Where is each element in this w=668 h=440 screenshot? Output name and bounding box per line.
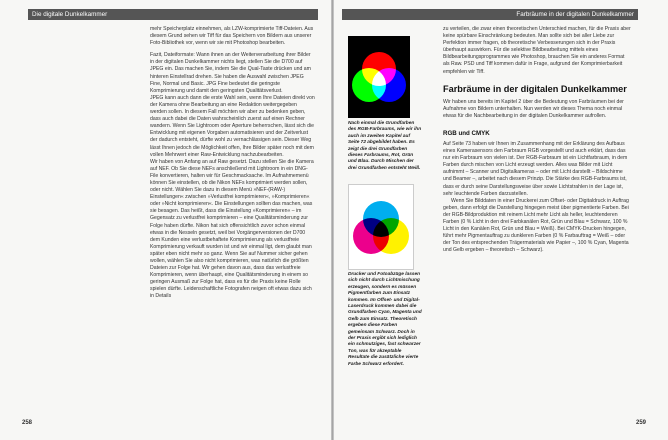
left-text-column [150,26,315,301]
left-paragraph-4: Wir haben von Anfang an auf Raw gesetzt. Dazu stellen Sie die Kamera auf NEF. Ob Sie diese NEFs anschließend mit Lightroom in ein DNG-File konvertieren, halten wir für Geschmacksache. Im Aufnahmemenü können Sie einstellen, ob die Nikon NEFs komprimiert werden sollen, oder nicht. Wählen Sie dazu in diesem Menü »NEF-(RAW-) Einstellungen« zwischen »Verlustfrei komprimieren«, »Komprimieren« oder »Nicht komprimieren«. Die Einstellungen sollten das machen, was sie besagen. Das heißt, dass die Einstellung »Komprimieren« – im Gegensatz zu verlustfrei komprimieren – eine Qualitätsminderung zur Folge haben dürfte. Nikon hat sich offensichtlich zuvor schon einmal etwas in die Nesseln gesetzt, weil bei Vorgängerversionen der D700 dem Kunden eine verlustbehaftete Komprimierung als verlustfreie Komprimierung verkauft wurden ist und wir einmal ligt, dem glaubt man später eben nicht mehr so ganz. Wenn Sie auf Nummer sicher gehen wollen, wählen Sie also nicht komprimieren, was natürlich die größten Dateien zur Folge hat. Wir gehen davon aus, dass das verlustfreie Komprimieren, wenn überhaupt, eine Qualitätsminderung in einem so geringen Ausmaß zur Folge hat, dass es für die Praxis keine Rolle spielen dürfte. Leidenschaftliche Fotografen neigen oft etwas dazu sich in Details [150,158,314,300]
left-paragraph-2: Fazit, Dateiformate: Wann ihnen an der Weiterverarbeitung ihrer Bilder in der digitalen Dunkelkammer nichts liegt, stellen Sie die D700 auf JPEG ein. Das machen Sie, indem Sie die Qual-Taste drücken und am hinteren Einstellrad drehen. Sie haben die Auswahl zwischen JPEG Fine, Normal und Basic. JPG Fine bedeutet die geringste Komprimierung und damit den geringsten Qualitätsverlust. [150,52,311,94]
left-running-header: Die digitale Dunkelkammer [28,9,318,20]
rgb-additive-color-image [348,36,410,118]
left-paragraph-1: mehr Speicherplatz einnehmen, als LZW-komprimierte Tiff-Dateien. Aus diesem Grund sehen wir Tiff für das Speichern von Bildern aus unserer Foto-Bibliothek vor, wenn wir sie mit Photoshop bearbeiten. [150,26,314,47]
cmy-image-caption: Drucker und Fotoabzüge lassen sich nicht durch Lichtmischung erzeugen, sondern es müssen Pigmentfarben zum Einsatz kommen. Im Offset- und Digital-Laserdruck kommen dabei die Grundfarben Cyan, Magenta und Gelb zum Einsatz. Theoretisch ergeben diese Farben gemeinsam Schwarz. Doch in der Praxis ergibt sich lediglich ein schmutziges, fast schwarzer Ton, was für akzeptable Resultate die zusätzliche vierte Farbe Schwarz erfordert. [348,272,422,367]
left-page-number: 258 [22,420,33,426]
cmy-subtractive-color-image [348,184,414,270]
right-page [334,0,668,440]
subsection-heading: RGB und CMYK [443,129,490,137]
right-page-number: 259 [635,420,646,426]
right-text-column [443,26,631,254]
section-paragraph: Wir haben uns bereits im Kapitel 2 über die Bedeutung von Farbräumen bei der Aufnahme von Bildern unterhalten. Nun werden wir dieses Thema noch einmal etwas für die Nachbearbeitung in der digitalen Dunkelkammer aufrollen. [443,98,624,119]
left-paragraph-3: JPEG kann auch dann die erste Wahl sein, wenn Ihre Dateien direkt von der Kamera ohne Bearbeitung an eine Redaktion weitergegeben werden sollen. In diesem Fall möchten wir aber zu bedenken geben, dass auch dabei die Daten wahrscheinlich zuerst auf einen Rechner wandern. Wenn Sie Lightroom oder Aperture beherrschen, lässt sich die Entwicklung mit eigenen Vorgaben automatisieren und der Zeitverlust der dadurch entsteht, dürfte wohl zu vernachlässigen sein. Dieser Weg lässt Ihnen jedoch die Möglichkeit offen, Ihre Bilder später noch mit dem vollen Mehrwert einer Raw-Entwicklung nachzubearbeiten. [150,94,315,158]
right-running-header: Farbräume in der digitalen Dunkelkammer [342,9,638,20]
subsection-paragraph-1: Auf Seite 73 haben wir Ihnen im Zusammenhang mit der Erklärung des Aufbaus eines Kamerasensors den Farbraum RGB vorgestellt und auch erklärt, dass das nur ein Farbraum von vielen ist. Der RGB-Farbraum ist ein Lichtfarbraum, in dem Farben durch mischen von Licht erzeugt werden. Alles was Bilder mit Licht aufnimmt – Scanner und Digitalkameras – oder mit Licht darstellt – Bildschirme und Beamer –, arbeitet nach diesem Prinzip. Die Stärke des RGB-Farbraums ist, dass er durch seine Darstellungsweise über sowie Lichtstrahlen in der Lage ist, sehr leuchtende Farben darzustellen. [443,140,628,197]
subsection-paragraph-2: Wenn Sie Bilddaten in einer Druckerei zum Offset- oder Digitaldruck in Auftrag geben, dann erfolgt die Darstellung hingegen meist über pigmentierte Farben. Bei der RGB-Bildproduktion mit reinem Licht mehr Licht als heller, leuchtenderen Farben (0 % Licht in den drei Farbkanälen Rot, Grün und Blau = Schwarz, 100 % Licht in den Kanälen Rot, Grün und Blau = Weiß). Bei CMYK-Drucken hingegen, führt mehr Pigmentauftrag zu dunkleren Farben (0 % Farbauftrag = Weiß – oder der Ton des entsprechenden Trägermaterials wie Papier –, 100 % Cyan, Magenta und Gelb ergeben – theoretisch – Schwarz). [443,197,629,254]
left-page [0,0,331,440]
section-heading: Farbräume in der digitalen Dunkelkammer [443,83,627,94]
rgb-image-caption: Nach einmal die Grundfarben des RGB-Farbraums, wie wir ihn auch im zweiten Kapitel auf Seite 72 abgebildet haben. Es zeigt die drei Grundfarben dieses Farbraums, Rot, Grün und Blau. Durch Mischen der drei Grundfarben entsteht Weiß. [348,121,422,171]
right-intro-paragraph: zu verteilen, die zwar einen theoretischen Unterschied machen, für die Praxis aber keine spürbare Einschränkung bedeuten. Man sollte sich bei aller Liebe zur Perfektion immer fragen, ob theoretische Verbesserungen sich in der Praxis überhaupt auswirken. Für die selektive Bildbearbeitung mittels eines Bildbearbeitungsprogrammes wie Photoshop, brauchen Sie ein anderes Format als Raw. PSD und Tiff kommen dafür in Frage, aufgrund der Komprimierbarkeit empfehlen wir Tiff. [443,26,631,75]
